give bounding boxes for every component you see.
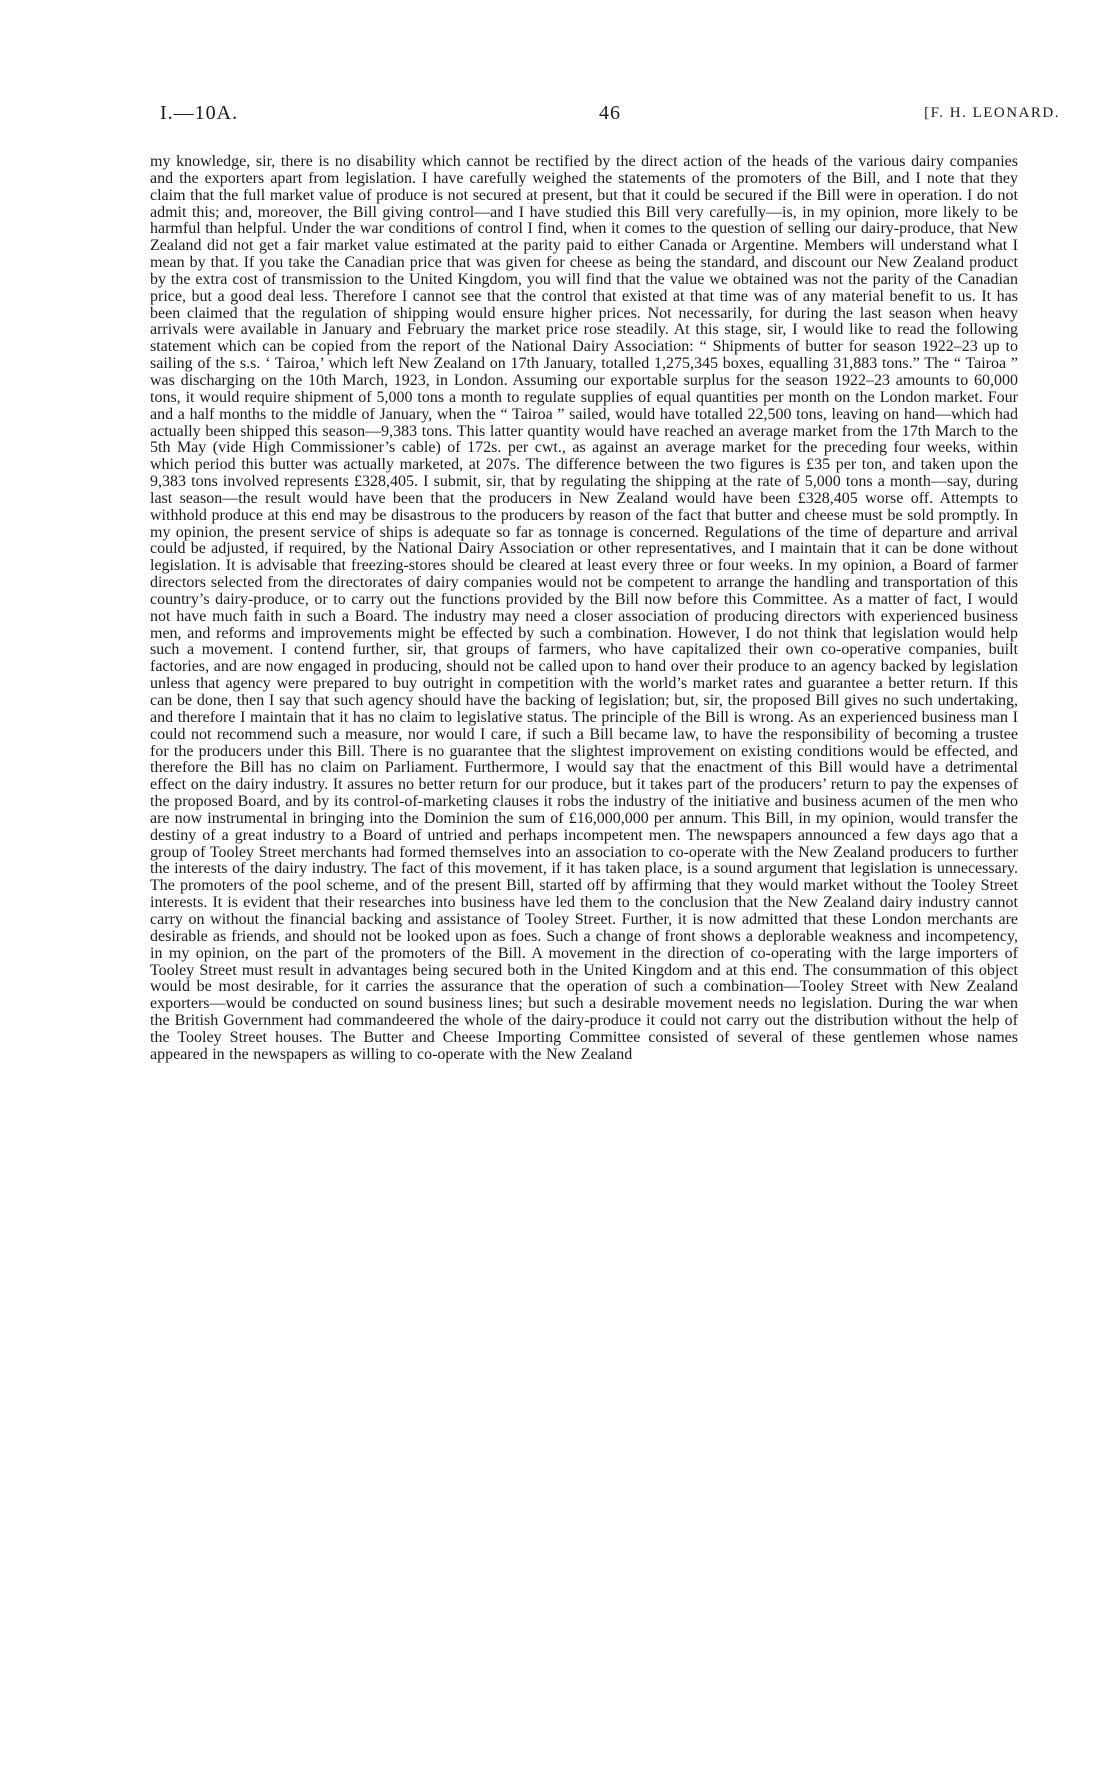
page-header — [160, 102, 1060, 132]
document-reference: I.—10A. — [160, 102, 239, 124]
body-paragraph: my knowledge, sir, there is no disability which cannot be rectified by the direct action of the heads of the various dairy companies and the exporters apart from legislation. I have carefully weighed the statements of the promoters of the Bill, and I note that they claim that the full market value of produce is not secured at present, but that it could be secured if the Bill were in operation. I do not admit this; and, moreover, the Bill giving control—and I have studied this Bill very carefully—is, in my opinion, more likely to be harmful than helpful. Under the war conditions of control I find, when it comes to the question of selling our dairy-produce, that New Zealand did not get a fair market value estimated at the parity paid to either Canada or Argentine. Members will understand what I mean by that. If you take the Canadian price that was given for cheese as being the standard, and discount our New Zealand product by the extra cost of transmission to the United Kingdom, you will find that the value we obtained was not the parity of the Canadian price, but a good deal less. Therefore I cannot see that the control that existed at that time was of any material benefit to us. It has been claimed that the regulation of shipping would ensure higher prices. Not necessarily, for during the last season when heavy arrivals were available in January and February the market price rose steadily. At this stage, sir, I would like to read the following statement which can be copied from the report of the National Dairy Association: “ Shipments of butter for season 1922–23 up to sailing of the s.s. ‘ Tairoa,’ which left New Zealand on 17th January, totalled 1,275,345 boxes, equalling 31,883 tons.” The “ Tairoa ” was discharging on the 10th March, 1923, in London. Assuming our exportable surplus for the season 1922–23 amounts to 60,000 tons, it would require shipment of 5,000 tons a month to regulate supplies of equal quantities per month on the London market. Four and a half months to the middle of January, when the “ Tairoa ” sailed, would have totalled 22,500 tons, leaving on hand—which had actually been shipped this season—9,383 tons. This latter quantity would have reached an average market from the 17th March to the 5th May (vide High Commissioner’s cable) of 172s. per cwt., as against an average market for the preceding four weeks, within which period this butter was actually marketed, at 207s. The difference between the two figures is £35 per ton, and taken upon the 9,383 tons involved represents £328,405. I submit, sir, that by regulating the shipping at the rate of 5,000 tons a month—say, during last season—the result would have been that the producers in New Zealand would have been £328,405 worse off. Attempts to withhold produce at this end may be disastrous to the producers by reason of the fact that butter and cheese must be sold promptly. In my opinion, the present service of ships is adequate so far as tonnage is concerned. Regulations of the time of departure and arrival could be adjusted, if required, by the National Dairy Association or other representatives, and I maintain that it can be done without legislation. It is advisable that freezing-stores should be cleared at least every three or four weeks. In my opinion, a Board of farmer directors selected from the directorates of dairy companies would not be competent to arrange the handling and transportation of this country’s dairy-produce, or to carry out the functions provided by the Bill now before this Committee. As a matter of fact, I would not have much faith in such a Board. The industry may need a closer association of producing directors with experienced business men, and reforms and improvements might be effected by such a combination. However, I do not think that legislation would help such a movement. I contend further, sir, that groups of farmers, who have capitalized their own co-operative companies, built factories, and are now engaged in producing, should not be called upon to hand over their produce to an agency backed by legislation unless that agency were prepared to buy outright in competition with the world’s market rates and guarantee a better return. If this can be done, then I say that such agency should have the backing of legislation; but, sir, the proposed Bill gives no such undertaking, and therefore I maintain that it has no claim to legislative status. The principle of the Bill is wrong. As an experienced business man I could not recommend such a measure, nor would I care, if such a Bill became law, to have the responsibility of becoming a trustee for the producers under this Bill. There is no guarantee that the slightest improvement on existing conditions would be effected, and therefore the Bill has no claim on Parliament. Furthermore, I would say that the enactment of this Bill would have a detrimental effect on the dairy industry. It assures no better return for our produce, but it takes part of the producers’ return to pay the expenses of the proposed Board, and by its control-of-marketing clauses it robs the industry of the initiative and business acumen of the men who are now instrumental in bringing into the Dominion the sum of £16,000,000 per annum. This Bill, in my opinion, would transfer the destiny of a great industry to a Board of untried and perhaps incompetent men. The newspapers announced a few days ago that a group of Tooley Street merchants had formed themselves into an association to co-operate with the New Zealand producers to further the interests of the dairy industry. The fact of this movement, if it has taken place, is a sound argument that legislation is unnecessary. The promoters of the pool scheme, and of the present Bill, started off by affirming that they would market without the Tooley Street interests. It is evident that their researches into business have led them to the conclusion that the New Zealand dairy industry cannot carry on without the financial backing and assistance of Tooley Street. Further, it is now admitted that these London merchants are desirable as friends, and should not be looked upon as foes. Such a change of front shows a deplorable weakness and incompetency, in my opinion, on the part of the promoters of the Bill. A movement in the direction of co-operating with the large importers of Tooley Street must result in advantages being secured both in the United Kingdom and at this end. The consummation of this object would be most desirable, for it carries the assurance that the operation of such a combination—Tooley Street with New Zealand exporters—would be conducted on sound business lines; but such a desirable movement needs no legislation. During the war when the British Government had commandeered the whole of the dairy-produce it could not carry out the distribution without the help of the Tooley Street houses. The Butter and Cheese Importing Committee consisted of several of these gentlemen whose names appeared in the newspapers as willing to co-operate with the New Zealand — [150, 153, 1018, 1063]
speaker-name: [F. H. LEONARD. — [924, 105, 1060, 121]
body-text — [150, 154, 1018, 1064]
page-number: 46 — [599, 102, 621, 124]
